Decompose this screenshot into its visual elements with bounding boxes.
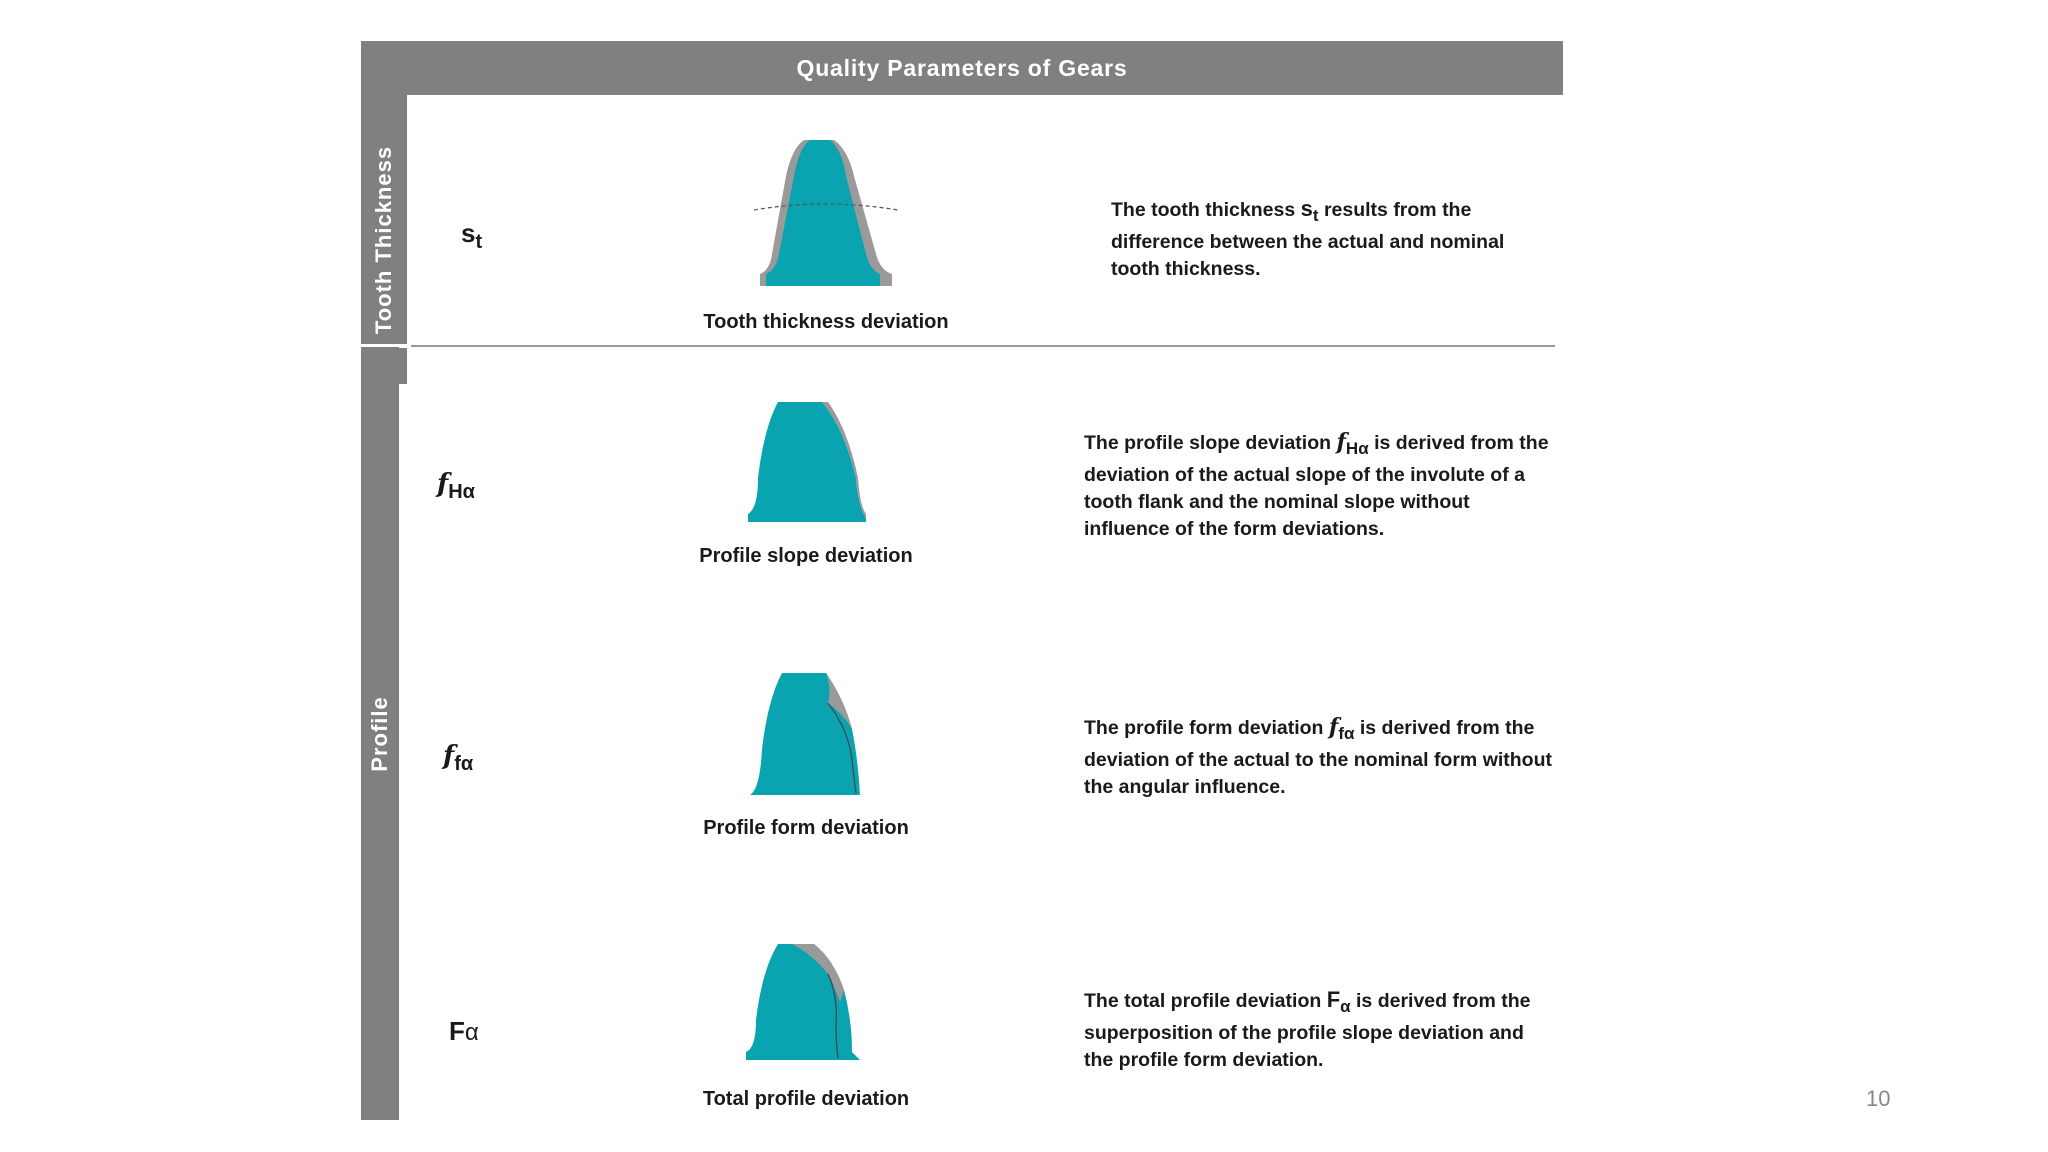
- tooth-body: [746, 944, 860, 1060]
- desc-symbol: $s_t$: [1300, 196, 1319, 225]
- caption-total-profile: Total profile deviation: [702, 1088, 910, 1110]
- table-title: Quality Parameters of Gears: [796, 54, 1128, 81]
- caption-tooth-thickness: Tooth thickness deviation: [703, 311, 949, 333]
- tooth-body: [750, 673, 860, 795]
- caption-profile-slope: Profile slope deviation: [699, 545, 913, 567]
- description-profile-slope: The profile slope deviation $f_{H\alpha}$ is derived from the deviation of the actual slope of the involute of a tooth flank and the nominal slope without influence of the form deviations.: [1084, 429, 1549, 540]
- page-number: 10: [1866, 1086, 1891, 1111]
- table-header: [361, 41, 1563, 95]
- description-total-profile: The total profile deviation $F_\alpha$ is derived from the superposition of the profile slope deviation and the profile form deviation.: [1084, 987, 1531, 1071]
- description-tooth-thickness: The tooth thickness $s_t$ results from the difference between the actual and nominal tooth thickness.: [1111, 196, 1505, 280]
- section-label-tooth-thickness: Tooth Thickness: [371, 145, 396, 334]
- desc-symbol: $f_{H\alpha}$: [1336, 429, 1369, 458]
- desc-symbol: $F_\alpha$: [1326, 987, 1351, 1016]
- section-label-profile: Profile: [367, 695, 392, 772]
- symbol-profile-slope: $f_{H\alpha}$: [437, 469, 475, 503]
- description-profile-form: The profile form deviation $f_{f\alpha}$ is derived from the deviation of the actual to the nominal form without the angular influence.: [1084, 714, 1552, 798]
- section-band-profile: [361, 347, 399, 1120]
- desc-symbol: $f_{f\alpha}$: [1328, 714, 1355, 743]
- tooth-thickness-deviation-diagram: [754, 136, 900, 290]
- caption-profile-form: Profile form deviation: [703, 817, 909, 839]
- symbol-tooth-thickness: $s_t$: [461, 218, 483, 253]
- section-divider: [361, 345, 1555, 347]
- section-band-tooth-thickness: [361, 95, 407, 384]
- total-profile-deviation-diagram: [742, 940, 868, 1064]
- symbol-total-profile: Fα: [449, 1016, 479, 1046]
- profile-slope-deviation-diagram: [744, 398, 868, 526]
- profile-form-deviation-diagram: [748, 669, 868, 797]
- tooth-body: [748, 402, 866, 522]
- symbol-profile-form: $f_{f\alpha}$: [443, 741, 474, 775]
